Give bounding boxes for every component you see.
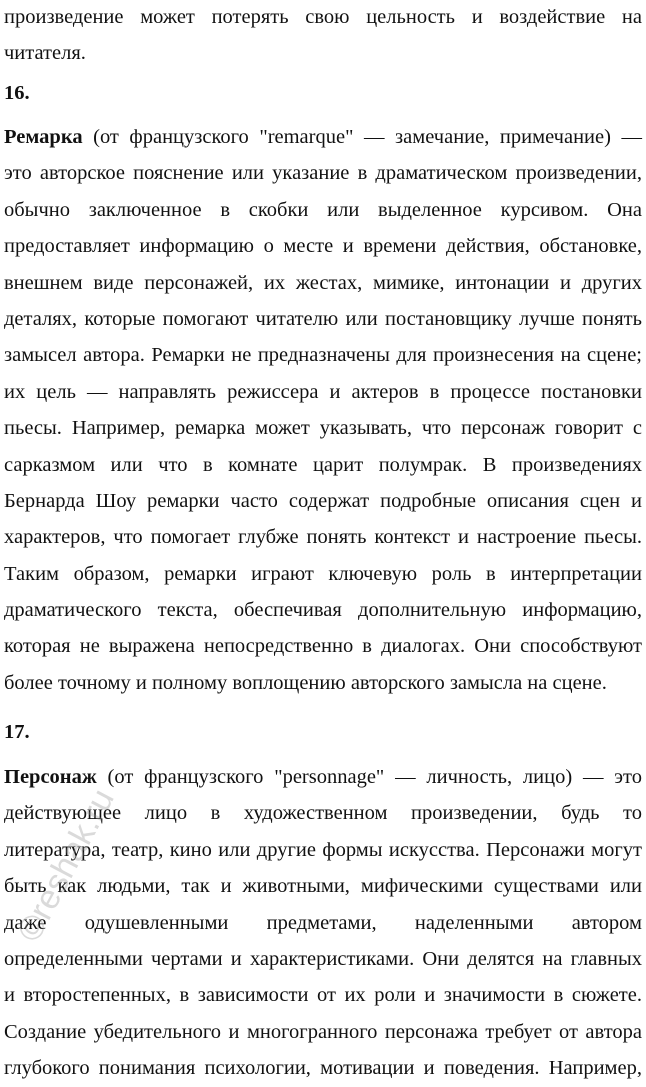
paragraph-remarka bbox=[4, 119, 642, 701]
text-line: Создание убедительного и многогранного персонажа требует от автора bbox=[4, 1020, 642, 1043]
text-line: замысел автора. Ремарки не предназначены для произнесения на сцене; bbox=[4, 344, 642, 367]
text-line: произведение может потерять свою цельность и воздействие на bbox=[4, 6, 642, 28]
watermark: ©reshak.ru bbox=[10, 782, 122, 948]
text-line bbox=[4, 119, 642, 155]
text-line: более точному и полному воплощению авторского замысла на сцене. bbox=[4, 671, 607, 694]
text-line: которая не выражена непосредственно в диалогах. Они способствуют bbox=[4, 635, 642, 658]
line-text: (от французского "remarque" — замечание, примечание) — bbox=[82, 126, 642, 148]
text-line: характеров, что помогает глубже понять контекст и настроение пьесы. bbox=[4, 526, 642, 549]
text-line: быть как людьми, так и животными, мифическими существами или bbox=[4, 875, 642, 898]
term: Ремарка bbox=[4, 126, 83, 148]
section-16 bbox=[4, 75, 642, 111]
text-line: пьесы. Например, ремарка может указывать, что персонаж говорит с bbox=[4, 417, 642, 440]
text-line: действующее лицо в художественном произведении, будь то bbox=[4, 802, 642, 825]
section-17 bbox=[4, 714, 642, 750]
text-line: внешнем виде персонажей, их жестах, мимике, интонации и других bbox=[4, 271, 642, 294]
text-line: деталях, которые помогают читателю или постановщику лучше понять bbox=[4, 307, 642, 330]
text-line: их цель — направлять режиссера и актеров в процессе постановки bbox=[4, 380, 642, 403]
text-line: Таким образом, ремарки играют ключевую роль в интерпретации bbox=[4, 562, 642, 585]
paragraph-personazh bbox=[4, 759, 642, 1087]
text-line: и второстепенных, в зависимости от их роли и значимости в сюжете. bbox=[4, 984, 642, 1007]
text-line: Бернарда Шоу ремарки часто содержат подробные описания сцен и bbox=[4, 489, 642, 512]
text-line: сарказмом или что в комнате царит полумрак. В произведениях bbox=[4, 453, 642, 476]
text-line bbox=[4, 759, 642, 795]
text-line: предоставляет информацию о месте и времени действия, обстановке, bbox=[4, 235, 642, 258]
intro-paragraph bbox=[4, 0, 642, 72]
text-line: определенными чертами и характеристиками. Они делятся на главных bbox=[4, 947, 642, 970]
text-line: даже одушевленными предметами, наделенными автором bbox=[4, 911, 642, 934]
text-line: глубокого понимания психологии, мотивации и поведения. Например, bbox=[4, 1057, 642, 1080]
section-number: 17. bbox=[4, 721, 30, 743]
text-line: драматического текста, обеспечивая дополнительную информацию, bbox=[4, 599, 642, 622]
text-line: литература, театр, кино или другие формы искусства. Персонажи могут bbox=[4, 838, 642, 861]
section-number: 16. bbox=[4, 82, 30, 104]
text-line: читателя. bbox=[4, 42, 86, 65]
line-text: (от французского "personnage" — личность, лицо) — это bbox=[96, 766, 642, 788]
text-line: обычно заключенное в скобки или выделенное курсивом. Она bbox=[4, 198, 642, 221]
text-line: это авторское пояснение или указание в драматическом произведении, bbox=[4, 162, 642, 185]
term: Персонаж bbox=[4, 766, 97, 788]
